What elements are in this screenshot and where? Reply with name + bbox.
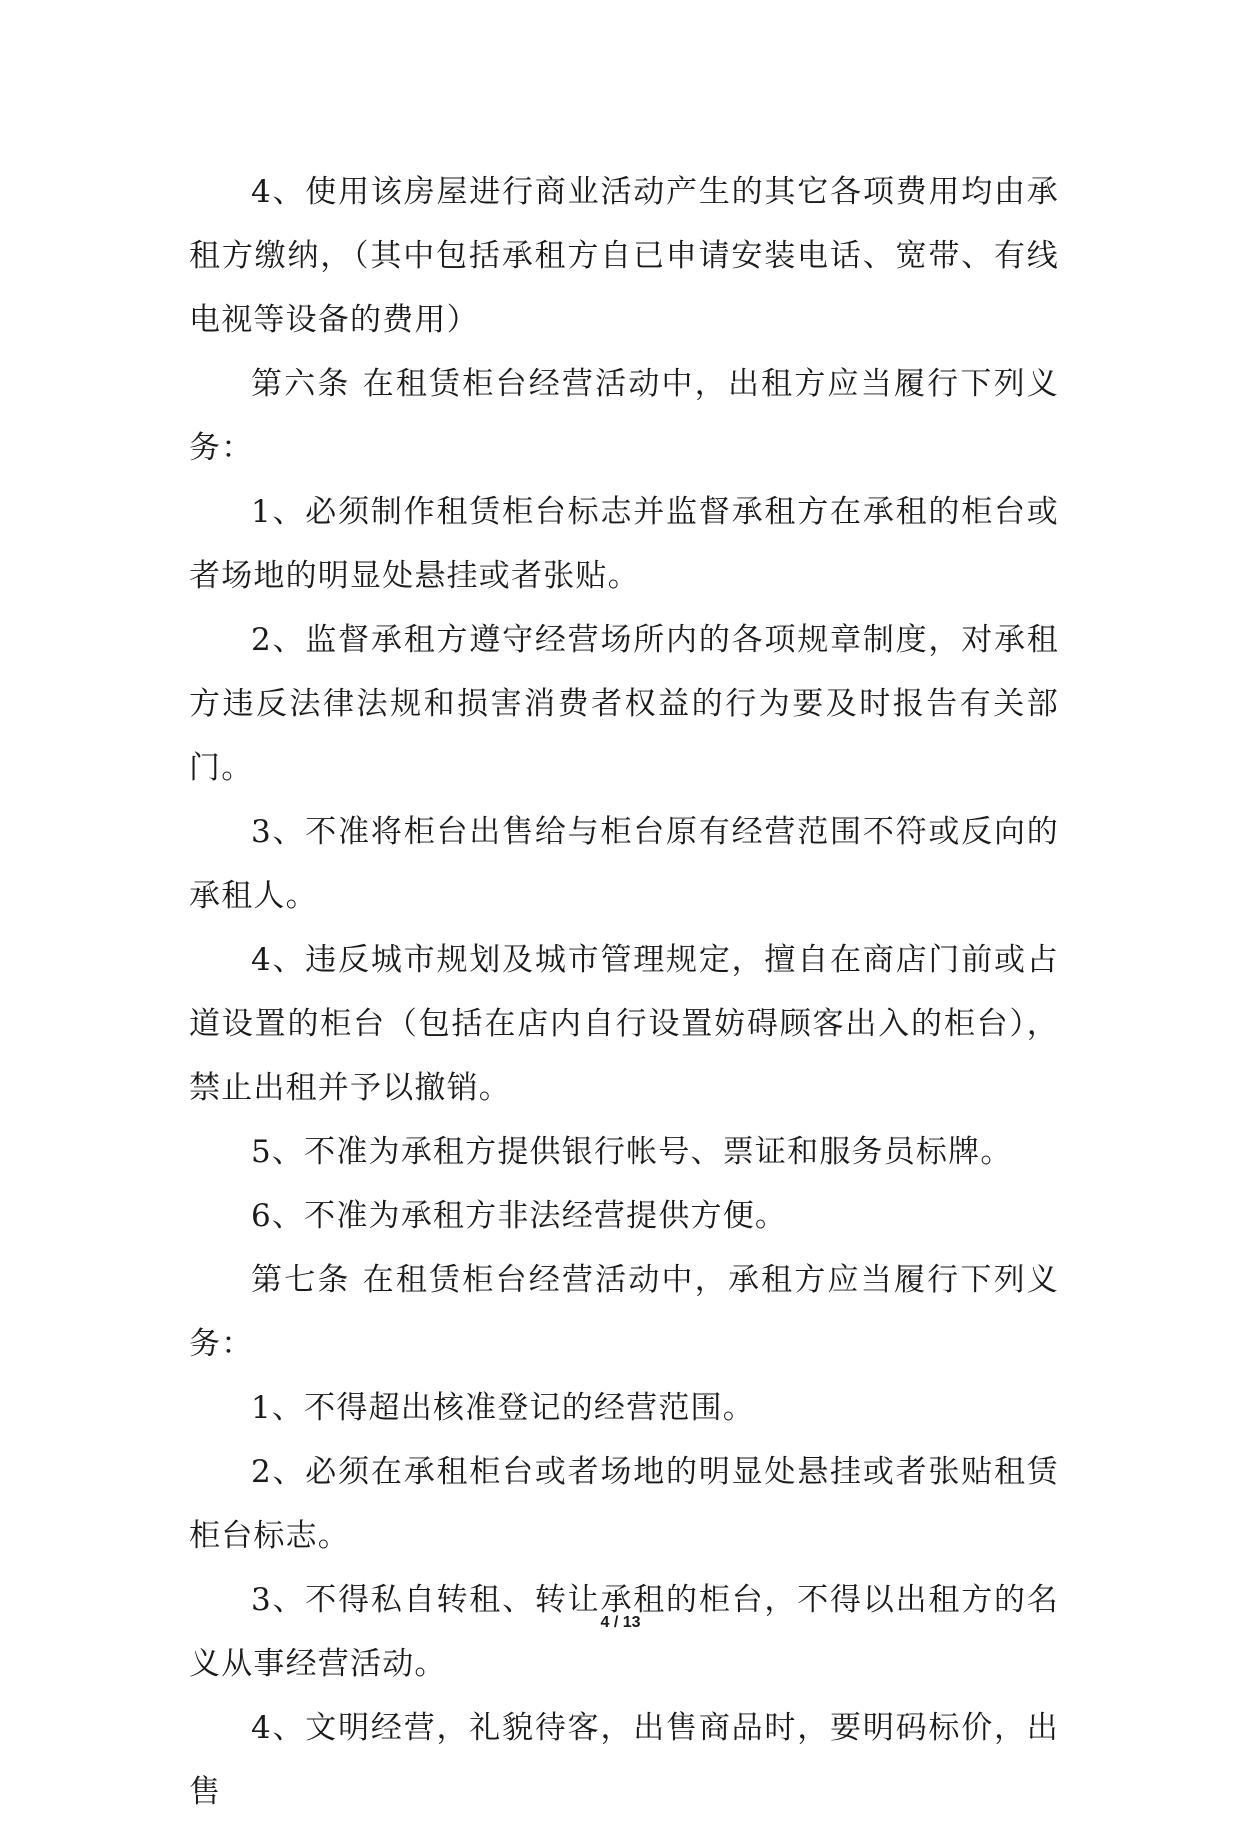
paragraph-lessor-duty-1: 1、必须制作租赁柜台标志并监督承租方在承租的柜台或者场地的明显处悬挂或者张贴。 [189, 494, 1059, 594]
paragraph-lessor-duty-6: 6、不准为承租方非法经营提供方便。 [251, 1198, 788, 1234]
paragraph-lessor-duty-5: 5、不准为承租方提供银行帐号、票证和服务员标牌。 [251, 1134, 1013, 1170]
paragraph-article-seven-heading: 第七条 在租赁柜台经营活动中，承租方应当履行下列义务： [189, 1262, 1059, 1362]
paragraph-lessor-duty-3: 3、不准将柜台出售给与柜台原有经营范围不符或反向的承租人。 [189, 814, 1059, 914]
paragraph-lessee-duty-3: 3、不得私自转租、转让承租的柜台，不得以出租方的名义从事经营活动。 [189, 1582, 1059, 1682]
paragraph-article-six-heading: 第六条 在租赁柜台经营活动中，出租方应当履行下列义务： [189, 366, 1059, 466]
paragraph-lessee-duty-1: 1、不得超出核准登记的经营范围。 [251, 1390, 755, 1426]
paragraph-lessee-duty-2: 2、必须在承租柜台或者场地的明显处悬挂或者张贴租赁柜台标志。 [189, 1454, 1059, 1554]
page-number: 4 / 13 [600, 1614, 641, 1631]
paragraph-expenses-clause: 4、使用该房屋进行商业活动产生的其它各项费用均由承租方缴纳，（其中包括承租方自已申请安装电话、宽带、有线电视等设备的费用） [189, 174, 1059, 338]
paragraph-lessee-duty-4: 4、文明经营，礼貌待客，出售商品时，要明码标价，出售 [189, 1710, 1059, 1810]
paragraph-lessor-duty-4: 4、违反城市规划及城市管理规定，擅自在商店门前或占道设置的柜台（包括在店内自行设置妨碍顾客出入的柜台），禁止出租并予以撤销。 [189, 942, 1059, 1106]
document-body [189, 160, 1059, 1824]
paragraph-lessor-duty-2: 2、监督承租方遵守经营场所内的各项规章制度，对承租方违反法律法规和损害消费者权益的行为要及时报告有关部门。 [189, 622, 1059, 786]
